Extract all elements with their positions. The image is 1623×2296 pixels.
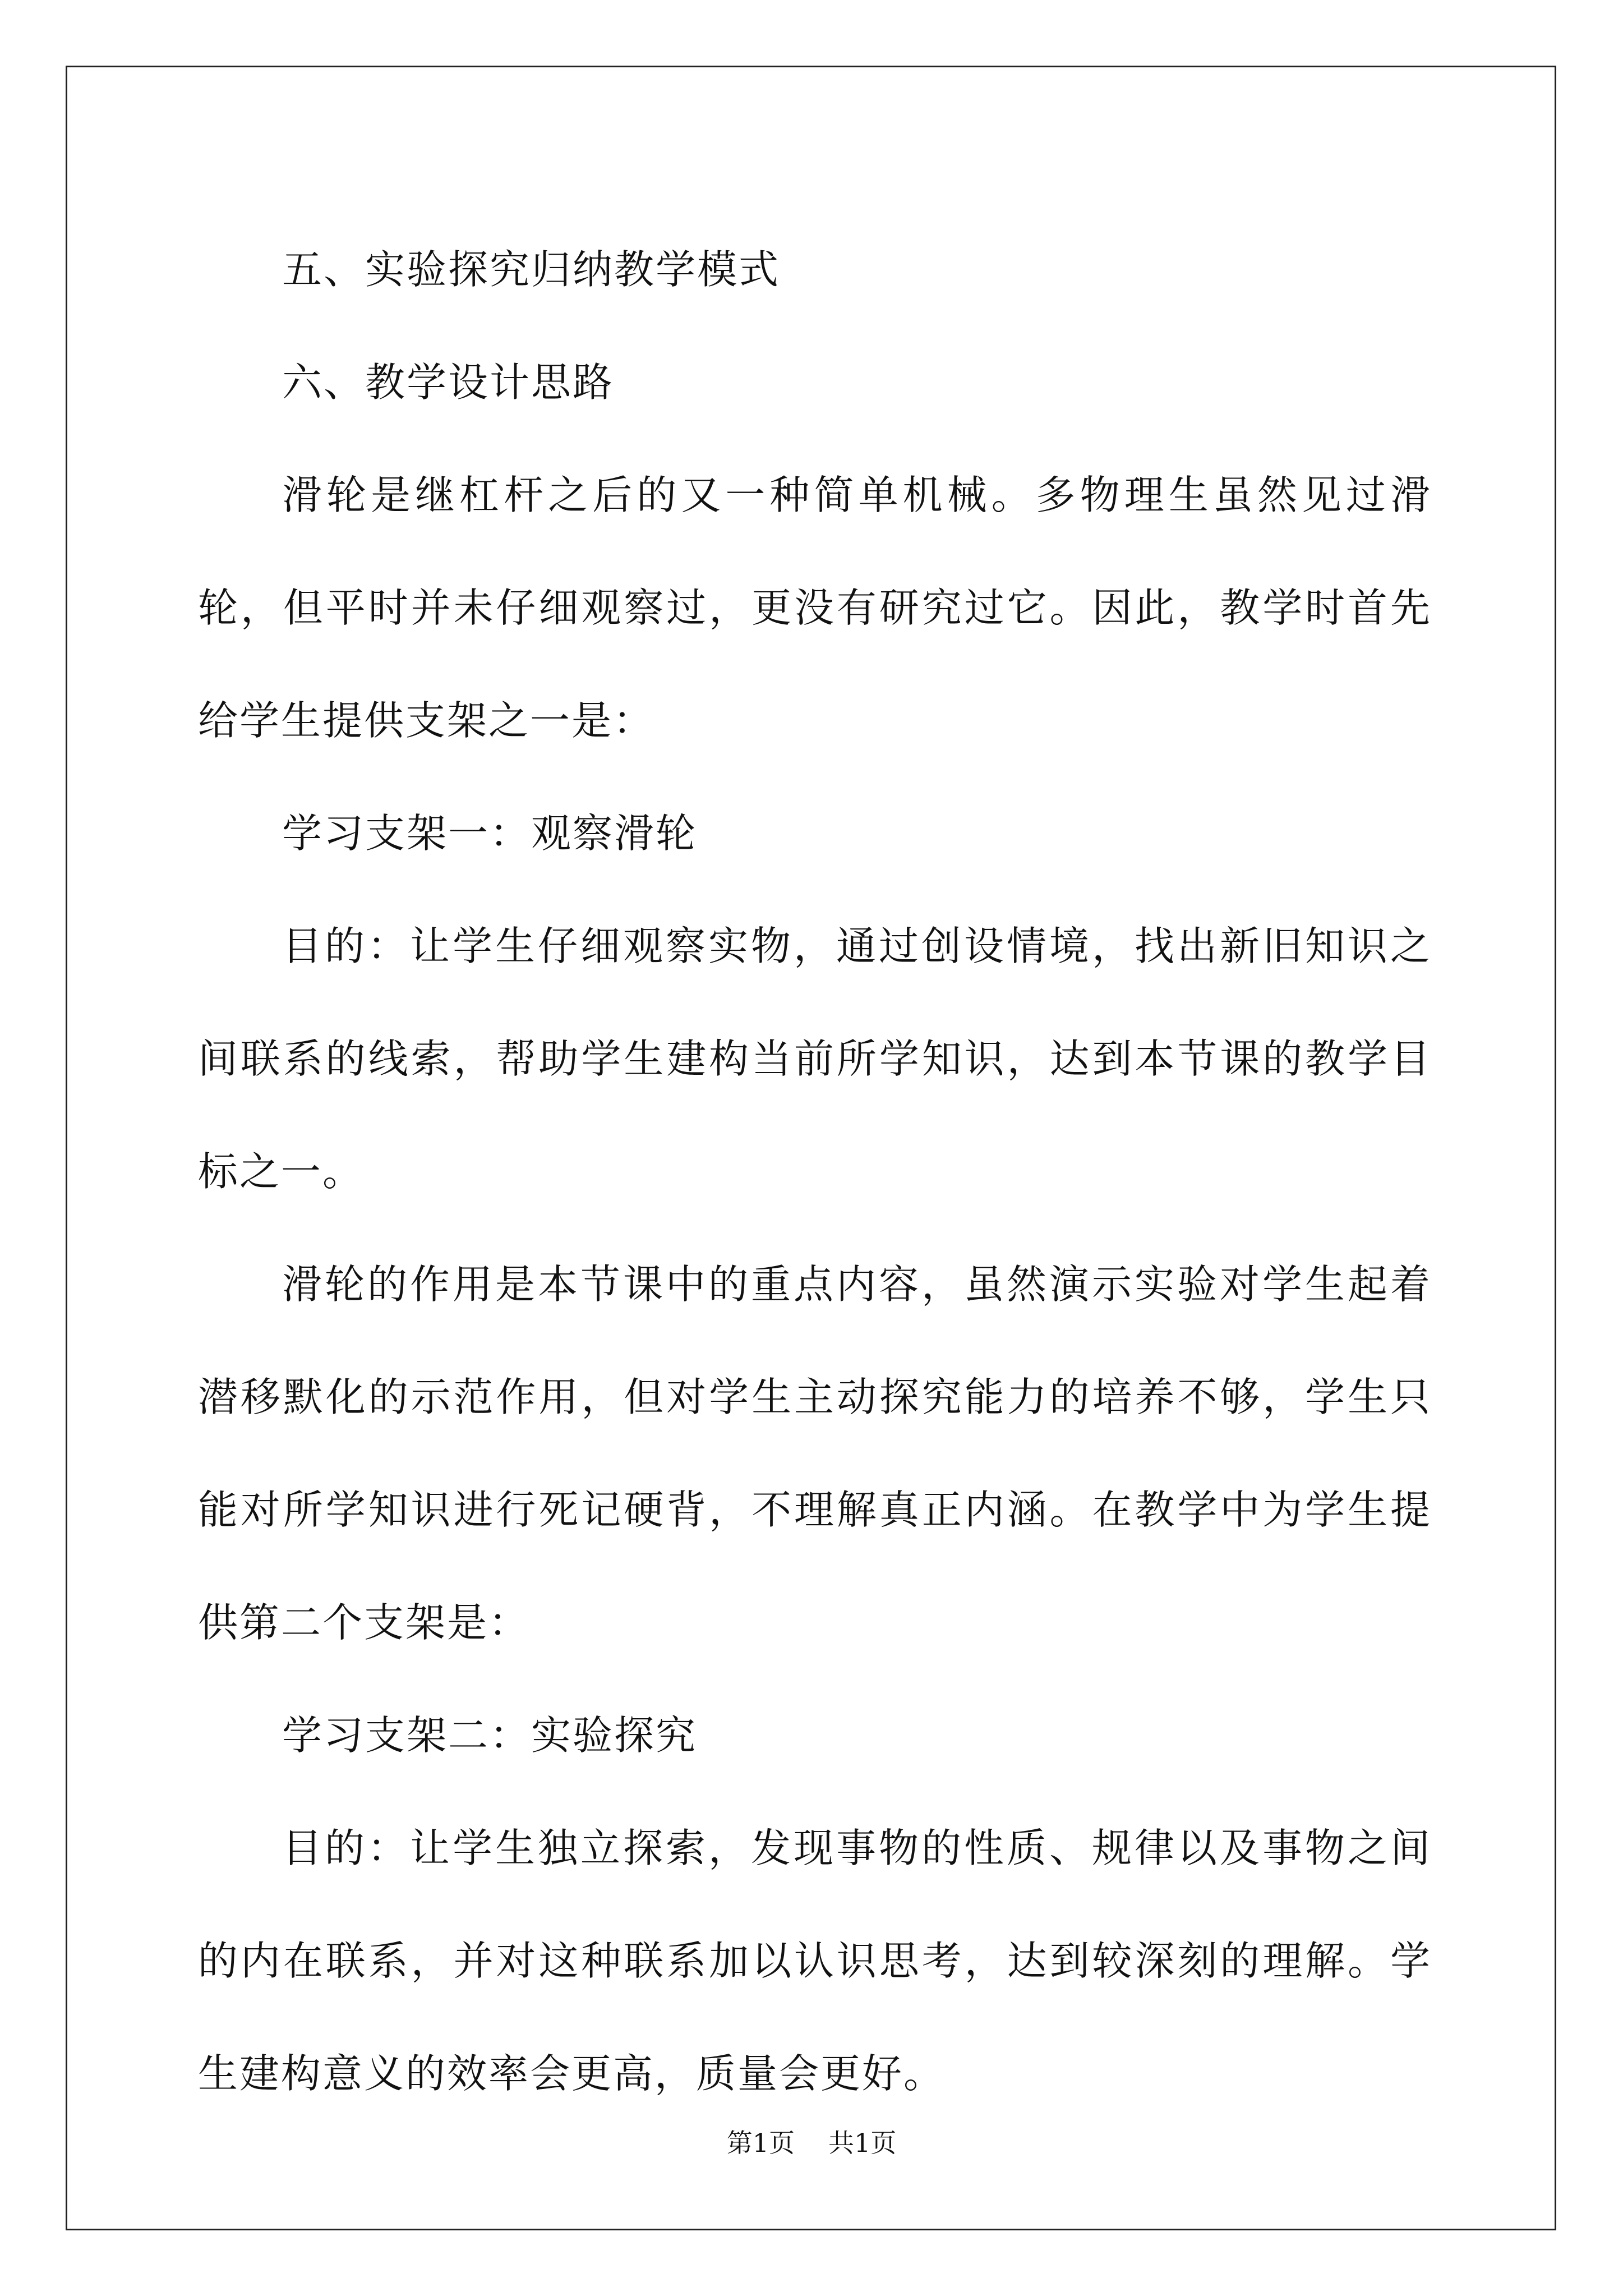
page-footer [0,2126,1623,2160]
document-body [198,213,1432,2130]
body-paragraph: 目的：让学生仔细观察实物，通过创设情境，找出新旧知识之间联系的线索，帮助学生建构当前所学知识，达到本节课的教学目标之一。 [198,923,1432,1195]
page-number: 第1页 [726,2128,795,2158]
page-total: 共1页 [828,2128,897,2158]
support-frame-1-heading: 学习支架一：观察滑轮 [282,810,698,857]
section-heading-5: 五、实验探究归纳教学模式 [282,246,781,293]
body-paragraph: 滑轮是继杠杆之后的又一种简单机械。多物理生虽然见过滑轮，但平时并未仔细观察过，更没有研究过它。因此，教学时首先给学生提供支架之一是： [198,472,1432,744]
body-paragraph: 目的：让学生独立探索，发现事物的性质、规律以及事物之间的内在联系，并对这种联系加以认识思考，达到较深刻的理解。学生建构意义的效率会更高，质量会更好。 [198,1825,1432,2097]
body-paragraph: 滑轮的作用是本节课中的重点内容，虽然演示实验对学生起着潜移默化的示范作用，但对学生主动探究能力的培养不够，学生只能对所学知识进行死记硬背，不理解真正内涵。在教学中为学生提供第二个支架是： [198,1261,1432,1646]
section-heading-6: 六、教学设计思路 [282,359,615,406]
support-frame-2-heading: 学习支架二：实验探究 [282,1712,698,1759]
